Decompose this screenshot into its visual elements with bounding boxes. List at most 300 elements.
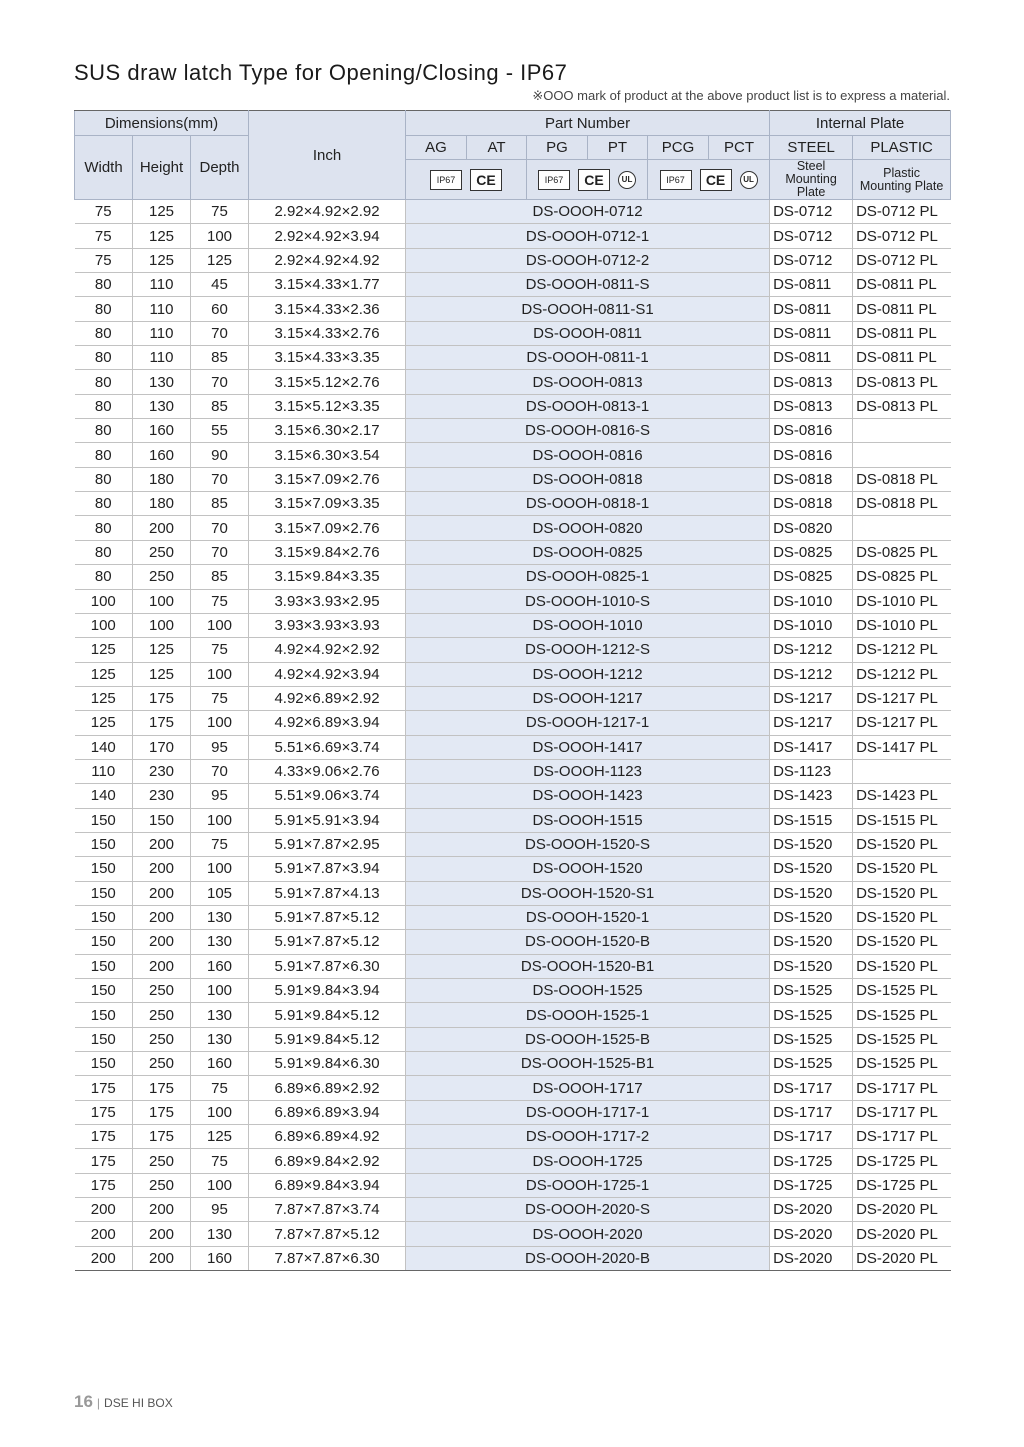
table-row [75, 370, 951, 394]
height-cell: 175 [133, 711, 191, 735]
inch-cell: 5.91×7.87×6.30 [249, 954, 406, 978]
depth-cell: 85 [191, 565, 249, 589]
depth-cell: 100 [191, 662, 249, 686]
width-cell: 80 [75, 443, 133, 467]
depth-cell: 100 [191, 857, 249, 881]
table-row [75, 711, 951, 735]
part-number-cell: DS-OOOH-1217 [406, 686, 770, 710]
table-row [75, 905, 951, 929]
plastic-plate-cell: DS-1520 PL [853, 857, 951, 881]
table-row [75, 321, 951, 345]
table-row [75, 1222, 951, 1246]
table-body [75, 200, 951, 1271]
part-number-cell: DS-OOOH-1525 [406, 979, 770, 1003]
steel-plate-cell: DS-0818 [770, 467, 853, 491]
table-row [75, 1027, 951, 1051]
height-cell: 160 [133, 443, 191, 467]
part-number-cell: DS-OOOH-1725 [406, 1149, 770, 1173]
height-cell: 125 [133, 200, 191, 224]
width-cell: 150 [75, 979, 133, 1003]
steel-plate-cell: DS-1217 [770, 711, 853, 735]
width-cell: 175 [75, 1100, 133, 1124]
plastic-plate-cell: DS-1515 PL [853, 808, 951, 832]
depth-cell: 125 [191, 1125, 249, 1149]
table-row [75, 832, 951, 856]
width-header: Width [75, 136, 133, 200]
depth-cell: 160 [191, 1246, 249, 1270]
table-row [75, 516, 951, 540]
width-cell: 150 [75, 808, 133, 832]
plastic-plate-cell: DS-1525 PL [853, 1052, 951, 1076]
table-row [75, 735, 951, 759]
ce-mark-icon: CE [578, 169, 610, 191]
table-row [75, 1003, 951, 1027]
height-cell: 250 [133, 565, 191, 589]
table-row [75, 540, 951, 564]
steel-subheader: Steel Mounting Plate [770, 160, 853, 200]
height-cell: 250 [133, 1027, 191, 1051]
dimensions-header: Dimensions(mm) [75, 111, 249, 136]
plastic-plate-cell [853, 516, 951, 540]
plastic-plate-cell: DS-0813 PL [853, 370, 951, 394]
steel-plate-cell: DS-1525 [770, 979, 853, 1003]
part-number-cell: DS-OOOH-1417 [406, 735, 770, 759]
height-cell: 230 [133, 784, 191, 808]
depth-cell: 105 [191, 881, 249, 905]
inch-cell: 2.92×4.92×3.94 [249, 224, 406, 248]
part-number-cell: DS-OOOH-1212-S [406, 638, 770, 662]
steel-plate-cell: DS-2020 [770, 1246, 853, 1270]
part-number-cell: DS-OOOH-2020 [406, 1222, 770, 1246]
inch-cell: 2.92×4.92×4.92 [249, 248, 406, 272]
steel-plate-cell: DS-1725 [770, 1173, 853, 1197]
material-header-pg: PG [527, 136, 588, 160]
part-number-cell: DS-OOOH-1717-1 [406, 1100, 770, 1124]
part-number-cell: DS-OOOH-0712-2 [406, 248, 770, 272]
plastic-plate-cell: DS-1520 PL [853, 905, 951, 929]
part-number-cell: DS-OOOH-1717-2 [406, 1125, 770, 1149]
part-number-cell: DS-OOOH-1423 [406, 784, 770, 808]
plastic-plate-cell: DS-1212 PL [853, 662, 951, 686]
height-cell: 110 [133, 346, 191, 370]
part-number-cell: DS-OOOH-0825 [406, 540, 770, 564]
plastic-plate-cell: DS-1725 PL [853, 1149, 951, 1173]
table-row [75, 686, 951, 710]
table-row [75, 1173, 951, 1197]
depth-cell: 130 [191, 1003, 249, 1027]
part-number-cell: DS-OOOH-2020-S [406, 1198, 770, 1222]
part-number-cell: DS-OOOH-1717 [406, 1076, 770, 1100]
width-cell: 80 [75, 467, 133, 491]
plastic-plate-cell: DS-0825 PL [853, 540, 951, 564]
depth-cell: 70 [191, 759, 249, 783]
inch-header: Inch [249, 111, 406, 200]
depth-cell: 70 [191, 540, 249, 564]
inch-cell: 3.15×7.09×2.76 [249, 516, 406, 540]
material-note: ※OOO mark of product at the above product list is to express a material. [532, 88, 950, 103]
depth-cell: 130 [191, 1222, 249, 1246]
inch-cell: 3.15×9.84×2.76 [249, 540, 406, 564]
width-cell: 150 [75, 881, 133, 905]
height-cell: 150 [133, 808, 191, 832]
depth-cell: 100 [191, 979, 249, 1003]
depth-cell: 160 [191, 954, 249, 978]
part-number-cell: DS-OOOH-0813 [406, 370, 770, 394]
table-row [75, 857, 951, 881]
height-cell: 175 [133, 1125, 191, 1149]
width-cell: 150 [75, 954, 133, 978]
cert-cell-pg-pt [527, 160, 648, 200]
height-cell: 125 [133, 662, 191, 686]
depth-cell: 75 [191, 1149, 249, 1173]
part-number-cell: DS-OOOH-0811-S [406, 273, 770, 297]
inch-cell: 2.92×4.92×2.92 [249, 200, 406, 224]
height-cell: 200 [133, 954, 191, 978]
steel-plate-cell: DS-0820 [770, 516, 853, 540]
height-cell: 200 [133, 516, 191, 540]
page-title: SUS draw latch Type for Opening/Closing - IP67 [74, 60, 568, 85]
plastic-plate-cell: DS-0811 PL [853, 346, 951, 370]
part-number-cell: DS-OOOH-0712 [406, 200, 770, 224]
inch-cell: 3.15×4.33×3.35 [249, 346, 406, 370]
material-header-pt: PT [588, 136, 648, 160]
steel-header: STEEL [770, 136, 853, 160]
material-header-at: AT [467, 136, 527, 160]
table-row [75, 419, 951, 443]
plastic-plate-cell: DS-0818 PL [853, 467, 951, 491]
material-header-ag: AG [406, 136, 467, 160]
ip67-icon: IP67 [430, 170, 462, 190]
height-cell: 175 [133, 1100, 191, 1124]
inch-cell: 5.91×5.91×3.94 [249, 808, 406, 832]
depth-cell: 100 [191, 808, 249, 832]
table-row [75, 394, 951, 418]
inch-cell: 4.33×9.06×2.76 [249, 759, 406, 783]
depth-cell: 55 [191, 419, 249, 443]
plastic-plate-cell: DS-1717 PL [853, 1125, 951, 1149]
inch-cell: 4.92×6.89×2.92 [249, 686, 406, 710]
inch-cell: 6.89×6.89×4.92 [249, 1125, 406, 1149]
steel-plate-cell: DS-0816 [770, 419, 853, 443]
plastic-plate-cell: DS-1010 PL [853, 589, 951, 613]
plastic-plate-cell: DS-2020 PL [853, 1222, 951, 1246]
depth-cell: 125 [191, 248, 249, 272]
part-number-header: Part Number [406, 111, 770, 136]
table-row [75, 248, 951, 272]
steel-plate-cell: DS-1725 [770, 1149, 853, 1173]
height-cell: 170 [133, 735, 191, 759]
part-number-cell: DS-OOOH-1217-1 [406, 711, 770, 735]
depth-cell: 100 [191, 224, 249, 248]
height-cell: 100 [133, 613, 191, 637]
inch-cell: 5.91×7.87×2.95 [249, 832, 406, 856]
steel-plate-cell: DS-0813 [770, 394, 853, 418]
inch-cell: 4.92×4.92×2.92 [249, 638, 406, 662]
part-number-cell: DS-OOOH-0825-1 [406, 565, 770, 589]
inch-cell: 5.91×7.87×3.94 [249, 857, 406, 881]
depth-cell: 75 [191, 686, 249, 710]
steel-plate-cell: DS-0818 [770, 492, 853, 516]
inch-cell: 5.91×7.87×5.12 [249, 905, 406, 929]
width-cell: 150 [75, 1052, 133, 1076]
depth-cell: 130 [191, 930, 249, 954]
height-cell: 200 [133, 1222, 191, 1246]
steel-plate-cell: DS-1520 [770, 905, 853, 929]
inch-cell: 3.15×6.30×2.17 [249, 419, 406, 443]
plastic-plate-cell: DS-2020 PL [853, 1198, 951, 1222]
inch-cell: 3.15×6.30×3.54 [249, 443, 406, 467]
steel-plate-cell: DS-1417 [770, 735, 853, 759]
inch-cell: 5.51×6.69×3.74 [249, 735, 406, 759]
plastic-plate-cell: DS-2020 PL [853, 1246, 951, 1270]
table-row [75, 1125, 951, 1149]
width-cell: 80 [75, 394, 133, 418]
height-cell: 200 [133, 930, 191, 954]
inch-cell: 3.93×3.93×2.95 [249, 589, 406, 613]
part-number-cell: DS-OOOH-1010-S [406, 589, 770, 613]
steel-plate-cell: DS-0811 [770, 297, 853, 321]
table-row [75, 1198, 951, 1222]
width-cell: 125 [75, 638, 133, 662]
footer-separator: | [96, 1396, 101, 1410]
width-cell: 100 [75, 589, 133, 613]
internal-plate-header: Internal Plate [770, 111, 951, 136]
steel-plate-cell: DS-1520 [770, 881, 853, 905]
height-cell: 180 [133, 492, 191, 516]
width-cell: 175 [75, 1076, 133, 1100]
part-number-cell: DS-OOOH-2020-B [406, 1246, 770, 1270]
inch-cell: 3.15×7.09×2.76 [249, 467, 406, 491]
plastic-plate-cell: DS-1010 PL [853, 613, 951, 637]
inch-cell: 3.15×5.12×2.76 [249, 370, 406, 394]
height-cell: 110 [133, 297, 191, 321]
inch-cell: 3.15×7.09×3.35 [249, 492, 406, 516]
inch-cell: 6.89×6.89×2.92 [249, 1076, 406, 1100]
inch-cell: 7.87×7.87×3.74 [249, 1198, 406, 1222]
steel-plate-cell: DS-2020 [770, 1222, 853, 1246]
part-number-cell: DS-OOOH-1525-B1 [406, 1052, 770, 1076]
width-cell: 80 [75, 370, 133, 394]
inch-cell: 6.89×9.84×2.92 [249, 1149, 406, 1173]
width-cell: 175 [75, 1173, 133, 1197]
depth-cell: 75 [191, 638, 249, 662]
width-cell: 75 [75, 200, 133, 224]
depth-cell: 160 [191, 1052, 249, 1076]
inch-cell: 4.92×4.92×3.94 [249, 662, 406, 686]
plastic-plate-cell: DS-1717 PL [853, 1076, 951, 1100]
plastic-plate-cell [853, 419, 951, 443]
steel-plate-cell: DS-1123 [770, 759, 853, 783]
part-number-cell: DS-OOOH-0816 [406, 443, 770, 467]
width-cell: 80 [75, 321, 133, 345]
table-row [75, 1076, 951, 1100]
height-cell: 200 [133, 832, 191, 856]
width-cell: 80 [75, 516, 133, 540]
width-cell: 150 [75, 857, 133, 881]
steel-plate-cell: DS-1520 [770, 832, 853, 856]
width-cell: 175 [75, 1125, 133, 1149]
part-number-cell: DS-OOOH-1123 [406, 759, 770, 783]
table-row [75, 467, 951, 491]
height-cell: 250 [133, 1149, 191, 1173]
ce-mark-icon: CE [470, 169, 502, 191]
height-cell: 250 [133, 1173, 191, 1197]
depth-cell: 75 [191, 589, 249, 613]
plastic-plate-cell: DS-1212 PL [853, 638, 951, 662]
table-row [75, 224, 951, 248]
material-header-pcg: PCG [648, 136, 709, 160]
material-header-pct: PCT [709, 136, 770, 160]
inch-cell: 5.91×7.87×4.13 [249, 881, 406, 905]
height-cell: 250 [133, 540, 191, 564]
steel-plate-cell: DS-1520 [770, 954, 853, 978]
width-cell: 125 [75, 686, 133, 710]
width-cell: 150 [75, 832, 133, 856]
ce-mark-icon: CE [700, 169, 732, 191]
height-cell: 125 [133, 224, 191, 248]
width-cell: 100 [75, 613, 133, 637]
depth-cell: 85 [191, 394, 249, 418]
depth-cell: 75 [191, 1076, 249, 1100]
steel-plate-cell: DS-1423 [770, 784, 853, 808]
steel-plate-cell: DS-0712 [770, 224, 853, 248]
plastic-plate-cell: DS-1417 PL [853, 735, 951, 759]
part-number-cell: DS-OOOH-1520-S1 [406, 881, 770, 905]
plastic-plate-cell: DS-1525 PL [853, 979, 951, 1003]
table-row [75, 1149, 951, 1173]
part-number-cell: DS-OOOH-1525-1 [406, 1003, 770, 1027]
inch-cell: 3.15×4.33×1.77 [249, 273, 406, 297]
part-number-cell: DS-OOOH-0816-S [406, 419, 770, 443]
plastic-plate-cell: DS-1725 PL [853, 1173, 951, 1197]
depth-cell: 90 [191, 443, 249, 467]
inch-cell: 7.87×7.87×5.12 [249, 1222, 406, 1246]
ul-mark-icon: UL [740, 171, 758, 189]
inch-cell: 5.91×9.84×5.12 [249, 1003, 406, 1027]
steel-plate-cell: DS-0811 [770, 346, 853, 370]
width-cell: 175 [75, 1149, 133, 1173]
width-cell: 80 [75, 419, 133, 443]
table-row [75, 784, 951, 808]
width-cell: 80 [75, 540, 133, 564]
plastic-plate-cell: DS-0811 PL [853, 297, 951, 321]
plastic-plate-cell: DS-1520 PL [853, 881, 951, 905]
width-cell: 200 [75, 1246, 133, 1270]
width-cell: 80 [75, 492, 133, 516]
plastic-subheader: Plastic Mounting Plate [853, 160, 951, 200]
width-cell: 200 [75, 1198, 133, 1222]
ip67-icon: IP67 [660, 170, 692, 190]
part-number-cell: DS-OOOH-0811-S1 [406, 297, 770, 321]
steel-plate-cell: DS-0825 [770, 565, 853, 589]
inch-cell: 5.51×9.06×3.74 [249, 784, 406, 808]
plastic-plate-cell: DS-0813 PL [853, 394, 951, 418]
part-number-cell: DS-OOOH-0818 [406, 467, 770, 491]
width-cell: 200 [75, 1222, 133, 1246]
part-number-cell: DS-OOOH-0712-1 [406, 224, 770, 248]
plastic-plate-cell: DS-0811 PL [853, 321, 951, 345]
inch-cell: 3.15×4.33×2.36 [249, 297, 406, 321]
depth-cell: 85 [191, 492, 249, 516]
inch-cell: 3.15×4.33×2.76 [249, 321, 406, 345]
part-number-cell: DS-OOOH-0820 [406, 516, 770, 540]
table-row [75, 808, 951, 832]
table-row [75, 297, 951, 321]
inch-cell: 5.91×9.84×6.30 [249, 1052, 406, 1076]
part-number-cell: DS-OOOH-0818-1 [406, 492, 770, 516]
cert-cell-ag-at [406, 160, 527, 200]
plastic-plate-cell: DS-1717 PL [853, 1100, 951, 1124]
plastic-plate-cell: DS-0712 PL [853, 248, 951, 272]
part-number-cell: DS-OOOH-0811-1 [406, 346, 770, 370]
table-row [75, 200, 951, 224]
height-cell: 200 [133, 1246, 191, 1270]
table-row [75, 1246, 951, 1270]
height-cell: 130 [133, 370, 191, 394]
steel-plate-cell: DS-1212 [770, 662, 853, 686]
depth-cell: 95 [191, 784, 249, 808]
width-cell: 110 [75, 759, 133, 783]
plastic-plate-cell: DS-1525 PL [853, 1027, 951, 1051]
table-row [75, 1100, 951, 1124]
height-cell: 200 [133, 1198, 191, 1222]
plastic-plate-cell: DS-0825 PL [853, 565, 951, 589]
table-row [75, 613, 951, 637]
table-row [75, 492, 951, 516]
page-footer [74, 1392, 173, 1412]
table-row [75, 954, 951, 978]
part-number-cell: DS-OOOH-1520 [406, 857, 770, 881]
height-cell: 250 [133, 979, 191, 1003]
brand-name: DSE HI BOX [104, 1396, 173, 1410]
depth-cell: 95 [191, 1198, 249, 1222]
width-cell: 75 [75, 248, 133, 272]
part-number-cell: DS-OOOH-1520-B [406, 930, 770, 954]
height-cell: 100 [133, 589, 191, 613]
width-cell: 80 [75, 273, 133, 297]
table-row [75, 662, 951, 686]
part-number-cell: DS-OOOH-1515 [406, 808, 770, 832]
height-cell: 160 [133, 419, 191, 443]
steel-plate-cell: DS-2020 [770, 1198, 853, 1222]
height-cell: 110 [133, 321, 191, 345]
width-cell: 140 [75, 784, 133, 808]
height-header: Height [133, 136, 191, 200]
plastic-plate-cell: DS-1217 PL [853, 711, 951, 735]
table-row [75, 589, 951, 613]
height-cell: 230 [133, 759, 191, 783]
inch-cell: 5.91×9.84×5.12 [249, 1027, 406, 1051]
table-row [75, 979, 951, 1003]
part-number-cell: DS-OOOH-1525-B [406, 1027, 770, 1051]
plastic-plate-cell: DS-0818 PL [853, 492, 951, 516]
ip67-icon: IP67 [538, 170, 570, 190]
width-cell: 150 [75, 905, 133, 929]
plastic-plate-cell: DS-1423 PL [853, 784, 951, 808]
inch-cell: 6.89×6.89×3.94 [249, 1100, 406, 1124]
table-row [75, 759, 951, 783]
width-cell: 75 [75, 224, 133, 248]
inch-cell: 5.91×7.87×5.12 [249, 930, 406, 954]
steel-plate-cell: DS-1717 [770, 1076, 853, 1100]
table-row [75, 273, 951, 297]
cert-cell-pcg-pct [648, 160, 770, 200]
table-row [75, 930, 951, 954]
inch-cell: 7.87×7.87×6.30 [249, 1246, 406, 1270]
width-cell: 150 [75, 1027, 133, 1051]
height-cell: 200 [133, 857, 191, 881]
table-row [75, 565, 951, 589]
